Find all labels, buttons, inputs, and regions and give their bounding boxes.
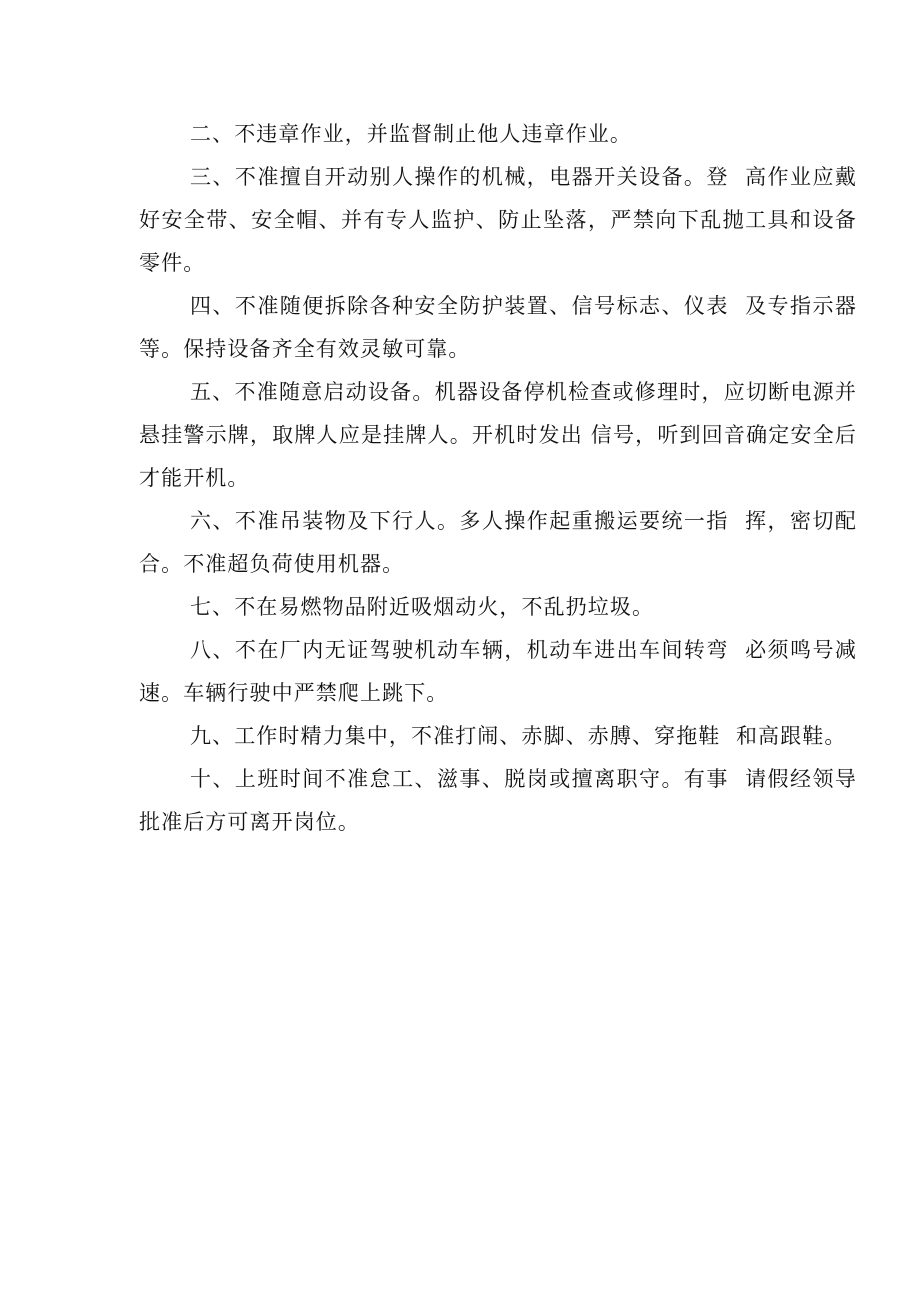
rule-paragraph-6: 六、不准吊装物及下行人。多人操作起重搬运要统一指 挥，密切配合。不准超负荷使用机器。	[139, 509, 857, 576]
rule-paragraph-9: 九、工作时精力集中，不准打闹、赤脚、赤膊、穿拖鞋 和高跟鞋。	[190, 724, 847, 748]
document-body	[139, 113, 857, 844]
rule-paragraph-10: 十、上班时间不准怠工、滋事、脱岗或擅离职守。有事 请假经领导批准后方可离开岗位。	[139, 767, 857, 834]
rule-paragraph-5: 五、不准随意启动设备。机器设备停机检查或修理时，应切断电源并悬挂警示牌，取牌人应是挂牌人。开机时发出 信号，听到回音确定安全后才能开机。	[139, 380, 857, 490]
rule-paragraph-8: 八、不在厂内无证驾驶机动车辆，机动车进出车间转弯 必须鸣号减速。车辆行驶中严禁爬上跳下。	[139, 638, 857, 705]
rule-paragraph-7: 七、不在易燃物品附近吸烟动火，不乱扔垃圾。	[190, 595, 655, 619]
rule-paragraph-2: 二、不违章作业，并监督制止他人违章作业。	[190, 122, 632, 146]
rule-paragraph-4: 四、不准随便拆除各种安全防护装置、信号标志、仪表 及专指示器等。保持设备齐全有效灵敏可靠。	[139, 294, 857, 361]
rule-paragraph-3: 三、不准擅自开动别人操作的机械，电器开关设备。登 高作业应戴好安全带、安全帽、并有专人监护、防止坠落，严禁向下乱抛工具和设备零件。	[139, 165, 857, 275]
